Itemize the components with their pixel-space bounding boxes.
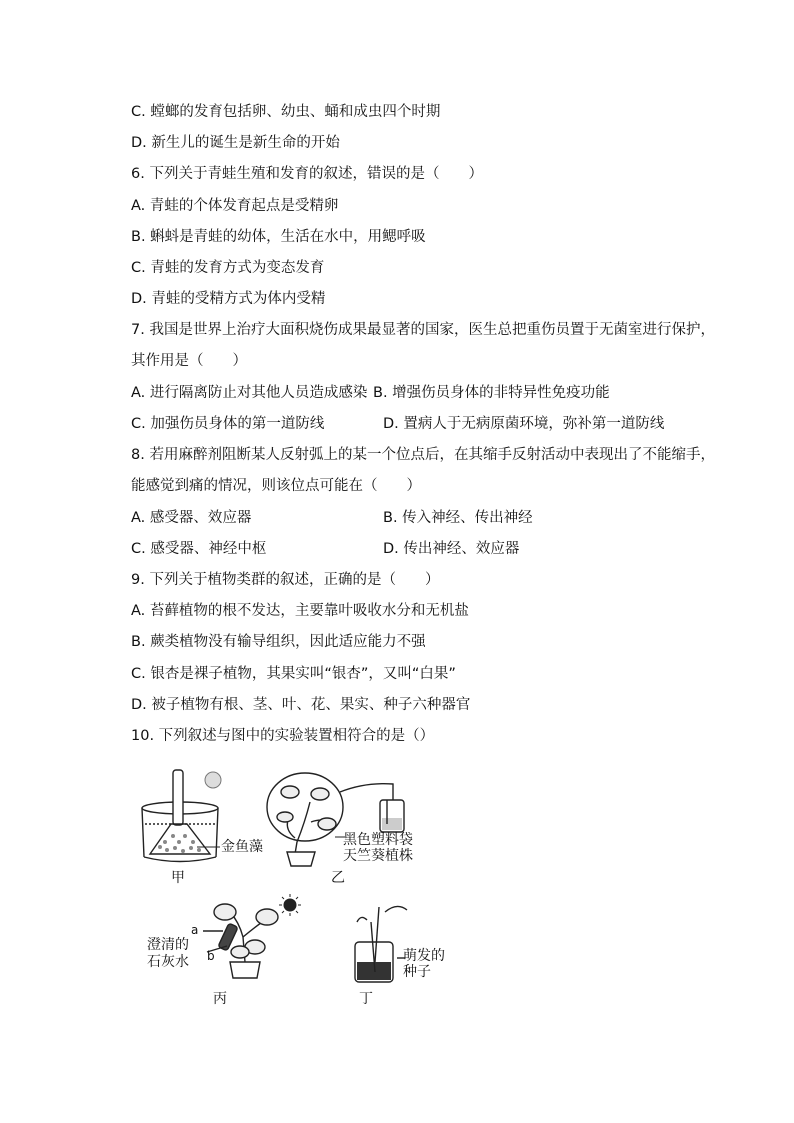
q5-option-c: C. 螳螂的发育包括卵、幼虫、蛹和成虫四个时期 — [131, 104, 441, 120]
q9-option-a: A. 苔藓植物的根不发达，主要靠叶吸收水分和无机盐 — [131, 603, 469, 619]
label-geranium: 天竺葵植株 — [343, 848, 413, 864]
label-b: b — [207, 949, 215, 963]
q8-stem-line1: 8. 若用麻醉剂阻断某人反射弧上的某一个位点后，在其缩手反射活动中表现出了不能缩手， — [131, 447, 715, 463]
q9-option-b: B. 蕨类植物没有输导组织，因此适应能力不强 — [131, 634, 426, 650]
q6-option-d: D. 青蛙的受精方式为体内受精 — [131, 291, 326, 307]
q9-stem: 9. 下列关于植物类群的叙述，正确的是（ ） — [131, 572, 440, 588]
q8-option-d: D. 传出神经、效应器 — [383, 541, 520, 557]
caption-bing: 丙 — [213, 991, 227, 1007]
q7-option-a: A. 进行隔离防止对其他人员造成感染 — [131, 385, 368, 401]
label-seeds-1: 萌发的 — [403, 948, 445, 964]
q8-stem-line2: 能感觉到痛的情况，则该位点可能在（ ） — [131, 478, 421, 494]
q9-option-c: C. 银杏是裸子植物，其果实叫“银杏”，又叫“白果” — [131, 666, 456, 682]
caption-jia: 甲 — [171, 870, 185, 886]
caption-ding: 丁 — [359, 991, 373, 1007]
label-jinyuzao: 金鱼藻 — [221, 839, 263, 855]
sun-icon-bing — [279, 894, 301, 916]
q7-stem-line1: 7. 我国是世界上治疗大面积烧伤成果最显著的国家，医生总把重伤员置于无菌室进行保护， — [131, 322, 715, 338]
label-black-bag: 黑色塑料袋 — [343, 832, 413, 848]
q6-option-a: A. 青蛙的个体发育起点是受精卵 — [131, 198, 339, 214]
q9-option-d: D. 被子植物有根、茎、叶、花、果实、种子六种器官 — [131, 697, 471, 713]
q8-option-c: C. 感受器、神经中枢 — [131, 541, 267, 557]
q6-option-b: B. 蝌蚪是青蛙的幼体，生活在水中，用鳃呼吸 — [131, 229, 426, 245]
q5-option-d: D. 新生儿的诞生是新生命的开始 — [131, 135, 340, 151]
label-seeds-2: 种子 — [403, 964, 431, 980]
q7-option-b: B. 增强伤员身体的非特异性免疫功能 — [373, 385, 610, 401]
q8-option-b: B. 传入神经、传出神经 — [383, 510, 533, 526]
label-a: a — [191, 923, 199, 937]
q10-stem: 10. 下列叙述与图中的实验装置相符合的是（） — [131, 728, 435, 744]
q8-option-a: A. 感受器、效应器 — [131, 510, 252, 526]
experiment-figure — [135, 762, 465, 1012]
q7-stem-line2: 其作用是（ ） — [131, 353, 247, 369]
caption-yi: 乙 — [331, 870, 345, 886]
q6-option-c: C. 青蛙的发育方式为变态发育 — [131, 260, 325, 276]
apparatus-ding — [355, 906, 407, 982]
sun-icon-jia — [205, 772, 221, 788]
q7-option-d: D. 置病人于无病原菌环境，弥补第一道防线 — [383, 416, 665, 432]
label-limewater-2: 石灰水 — [147, 954, 189, 970]
q7-option-c: C. 加强伤员身体的第一道防线 — [131, 416, 325, 432]
apparatus-bing — [203, 904, 278, 978]
q6-stem: 6. 下列关于青蛙生殖和发育的叙述，错误的是（ ） — [131, 166, 483, 182]
label-limewater-1: 澄清的 — [147, 937, 189, 953]
